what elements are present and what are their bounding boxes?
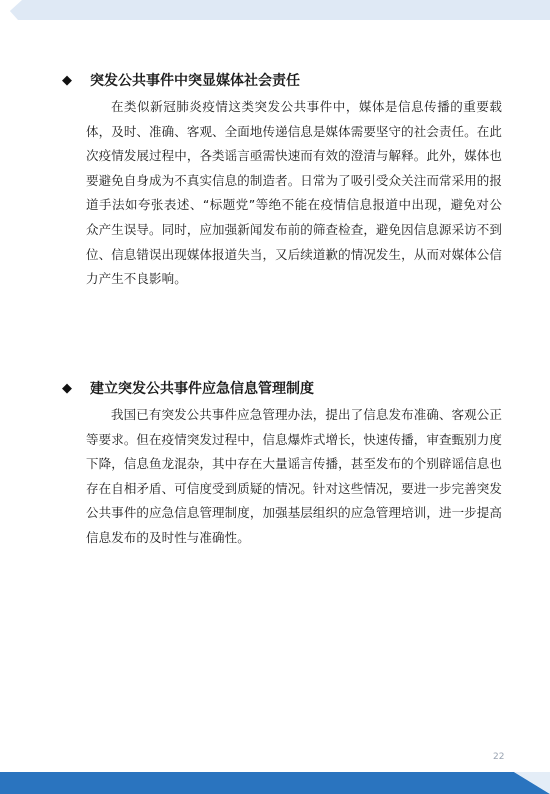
section-title: 建立突发公共事件应急信息管理制度 [90,381,314,397]
top-decorative-band [0,0,550,20]
diamond-bullet-icon: ◆ [62,72,72,88]
section-info-management [62,377,502,551]
section-heading [62,377,502,399]
bottom-decorative-band [0,772,550,794]
section-paragraph: 在类似新冠肺炎疫情这类突发公共事件中，媒体是信息传播的重要载体，及时、准确、客观、全面地传递信息是媒体需要坚守的社会责任。在此次疫情发展过程中，各类谣言亟需快速而有效的澄清与解释。此外，媒体也要避免自身成为不真实信息的制造者。日常为了吸引受众关注而常采用的报道手法如夸张表述、“标题党”等绝不能在疫情信息报道中出现，避免对公众产生误导。同时，应加强新闻发布前的筛查检查，避免因信息源采访不到位、信息错误出现媒体报道失当，又后续道歉的情况发生，从而对媒体公信力产生不良影响。 [86,99,502,287]
diamond-bullet-icon: ◆ [62,380,72,396]
section-paragraph: 我国已有突发公共事件应急管理办法，提出了信息发布准确、客观公正等要求。但在疫情突发过程中，信息爆炸式增长，快速传播，审查甄别力度下降，信息鱼龙混杂，其中存在大量谣言传播，甚至发布的个别辟谣信息也存在自相矛盾、可信度受到质疑的情况。针对这些情况，要进一步完善突发公共事件的应急信息管理制度，加强基层组织的应急管理培训，进一步提高信息发布的及时性与准确性。 [86,407,502,545]
page-number: 22 [493,752,505,762]
section-media-responsibility [62,69,502,292]
section-title: 突发公共事件中突显媒体社会责任 [90,73,300,89]
section-heading [62,69,502,91]
